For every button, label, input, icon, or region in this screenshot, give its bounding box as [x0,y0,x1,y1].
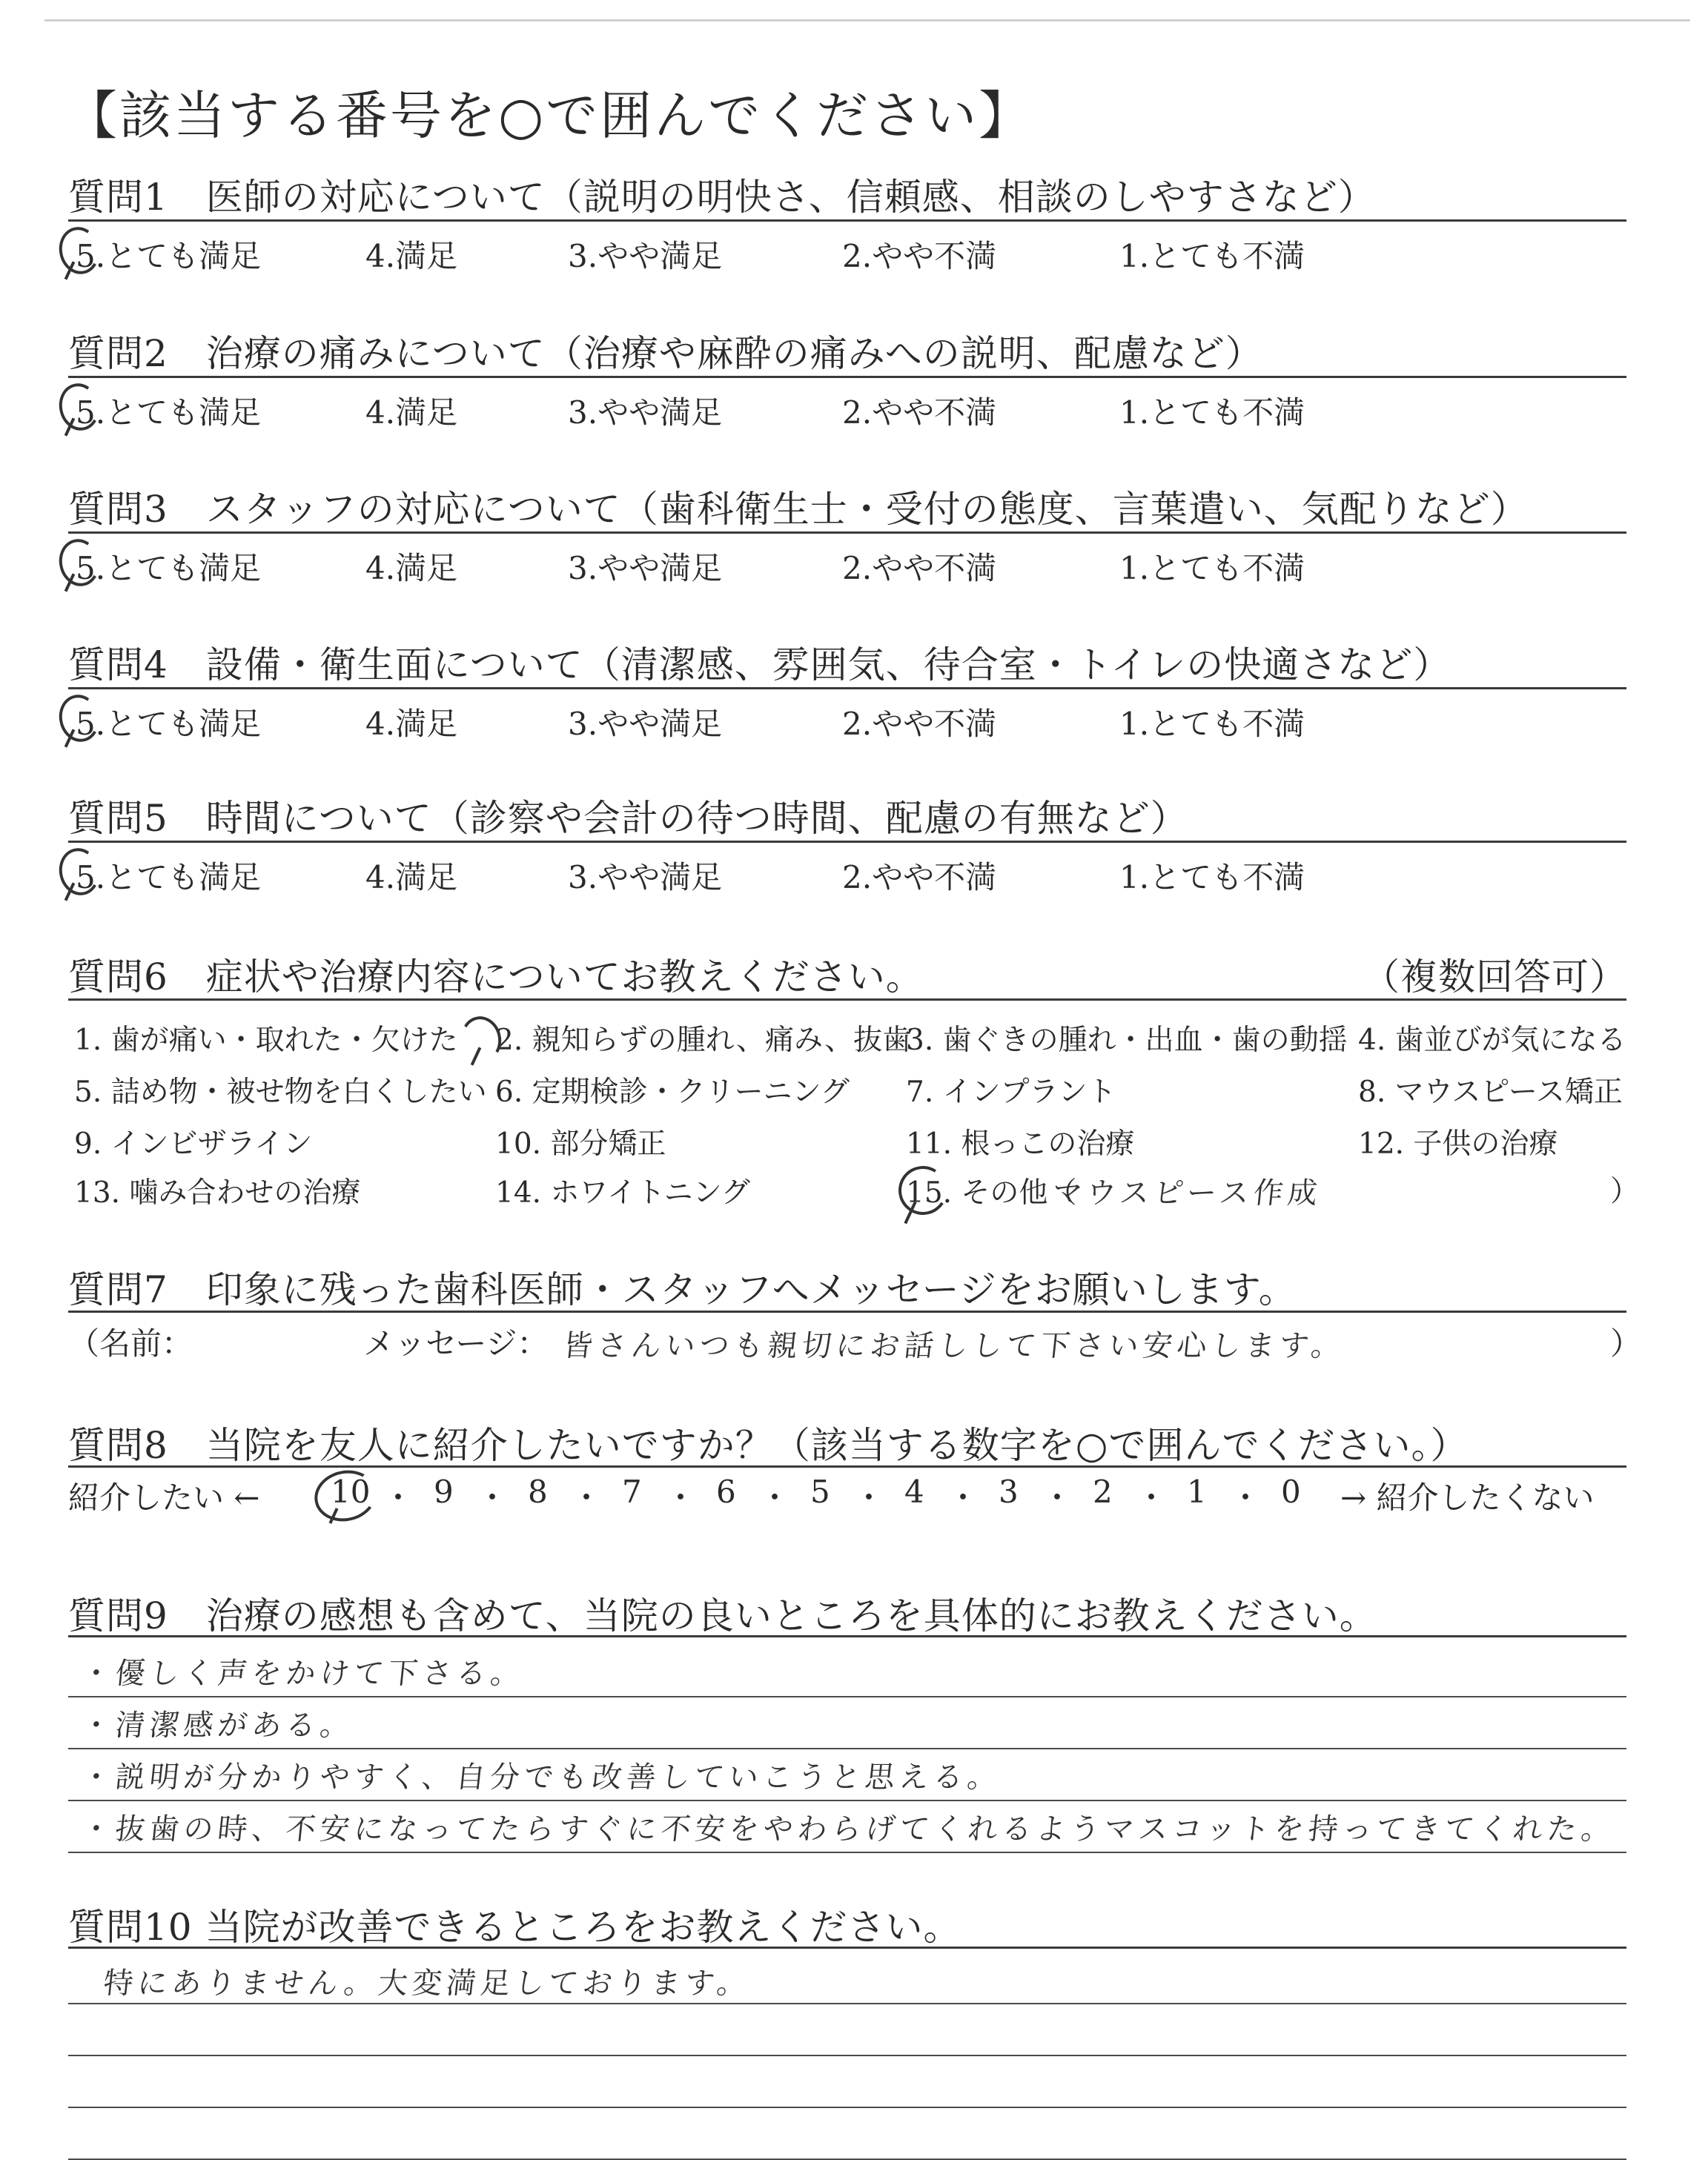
q8-rule [68,1465,1626,1468]
q6-other-text: マウスピース作成 [1050,1176,1324,1210]
q3-title: 質問3 スタッフの対応について（歯科衛生士・受付の態度、言葉遣い、気配りなど） [68,488,1529,531]
q7-message-label: メッセージ： [363,1325,549,1362]
q1-option-2: 2.やや不満 [842,238,997,274]
q7-close: ） [1610,1325,1642,1362]
q4-option-4: 4.満足 [365,706,458,742]
q2-rule [68,376,1626,378]
q6-option-14: 14. ホワイトニング [495,1176,750,1210]
q4-option-5: 5.とても満足 [76,706,262,742]
q8-value-4: 4 [904,1474,924,1510]
q8-value-3: 3 [999,1474,1019,1510]
q6-other-close: ） [1610,1175,1640,1208]
q3-option-4: 4.満足 [365,550,458,586]
q8-value-5: 5 [810,1474,830,1510]
q6-rule [68,998,1626,1001]
q6-option-10: 10. 部分矯正 [495,1127,666,1161]
q2-option-2: 2.やや不満 [842,394,997,431]
q6-option-5: 5. 詰め物・被せ物を白くしたい [74,1076,487,1109]
q4-option-1: 1.とても不満 [1119,706,1305,742]
q10-answer-rule [68,2055,1626,2056]
q3-option-5: 5.とても満足 [76,550,262,586]
q8-separator: ・ [1042,1480,1073,1516]
q1-option-3: 3.やや満足 [568,238,723,274]
q7-rule [68,1311,1626,1313]
q8-separator: ・ [1136,1480,1168,1516]
q8-separator: ・ [853,1480,885,1516]
q8-value-7: 7 [622,1474,642,1510]
q7-name-label: （名前： [68,1325,193,1362]
q1-title: 質問1 医師の対応について（説明の明快さ、信頼感、相談のしやすさなど） [68,176,1376,219]
q1-rule [68,219,1626,222]
q10-answer-1: 特にありません。大変満足しております。 [102,1967,753,2001]
q2-option-3: 3.やや満足 [568,394,723,431]
q10-rule [68,1947,1626,1949]
q9-answer-4: ・抜歯の時、不安になってたらすぐに不安をやわらげてくれるようマスコットを持ってきてくれた。 [79,1812,1618,1846]
q9-answer-2: ・清潔感がある。 [79,1709,357,1743]
q6-option-6: 6. 定期検診・クリーニング [495,1076,850,1109]
q8-separator: ・ [1230,1480,1262,1516]
q9-title: 質問9 治療の感想も含めて、当院の良いところを具体的にお教えください。 [68,1594,1377,1637]
q2-title: 質問2 治療の痛みについて（治療や麻酔の痛みへの説明、配慮など） [68,332,1263,375]
q7-title: 質問7 印象に残った歯科医師・スタッフへメッセージをお願いします。 [68,1268,1297,1311]
q6-option-13: 13. 噛み合わせの治療 [74,1176,361,1210]
q6-option-9: 9. インビザライン [74,1127,313,1161]
page-header: 【該当する番号を○で囲んでください】 [65,85,1033,146]
q10-title: 質問10 当院が改善できるところをお教えください。 [68,1906,961,1949]
q6-option-1: 1. 歯が痛い・取れた・欠けた [74,1024,458,1057]
q8-value-10: 10 [331,1474,371,1510]
q8-left-label: 紹介したい ← [68,1480,260,1516]
q6-option-7: 7. インプラント [906,1076,1116,1109]
q8-value-1: 1 [1187,1474,1207,1510]
q5-title: 質問5 時間について（診察や会計の待つ時間、配慮の有無など） [68,797,1188,840]
q3-option-1: 1.とても不満 [1119,550,1305,586]
q8-separator: ・ [383,1480,414,1516]
q4-title: 質問4 設備・衛生面について（清潔感、雰囲気、待合室・トイレの快適さなど） [68,643,1452,686]
q9-answer-3: ・説明が分かりやすく、自分でも改善していこうと思える。 [79,1760,1004,1795]
q7-message: 皆さんいつも親切にお話しして下さい安心します。 [561,1329,1347,1363]
q5-option-1: 1.とても不満 [1119,859,1305,895]
q2-option-1: 1.とても不満 [1119,394,1305,431]
q10-answer-rule [68,2107,1626,2108]
q4-option-3: 3.やや満足 [568,706,723,742]
q6-option-8: 8. マウスピース矯正 [1358,1076,1623,1109]
q6-option-12: 12. 子供の治療 [1358,1127,1558,1161]
q8-separator: ・ [759,1480,791,1516]
q8-value-0: 0 [1281,1474,1301,1510]
q2-option-5: 5.とても満足 [76,394,262,431]
q9-rule [68,1635,1626,1637]
q8-mark-10 [310,1465,381,1527]
q8-separator: ・ [665,1480,697,1516]
q6-option-2: 2. 親知らずの腫れ、痛み、抜歯 [495,1024,912,1057]
q2-option-4: 4.満足 [365,394,458,431]
q8-separator: ・ [947,1480,979,1516]
q1-option-1: 1.とても不満 [1119,238,1305,274]
q1-option-5: 5.とても満足 [76,238,262,274]
q1-option-4: 4.満足 [365,238,458,274]
q8-value-2: 2 [1093,1474,1113,1510]
q5-option-5: 5.とても満足 [76,859,262,895]
q3-option-2: 2.やや不満 [842,550,997,586]
q9-answer-1: ・優しく声をかけて下さる。 [79,1657,527,1691]
q8-value-9: 9 [434,1474,454,1510]
q5-option-4: 4.満足 [365,859,458,895]
q6-option-11: 11. 根っこの治療 [906,1127,1135,1161]
q8-title: 質問8 当院を友人に紹介したいですか？（該当する数字を○で囲んでください。） [68,1424,1469,1467]
q9-answer-rule [68,1852,1626,1853]
q6-title: 質問6 症状や治療内容についてお教えください。 [68,955,924,998]
q6-note: （複数回答可） [1363,955,1627,998]
q6-option-3: 3. 歯ぐきの腫れ・出血・歯の動揺 [906,1024,1348,1057]
q10-answer-rule [68,2003,1626,2004]
q6-option-4: 4. 歯並びが気になる [1358,1024,1626,1057]
q8-separator: ・ [477,1480,509,1516]
q5-rule [68,841,1626,843]
q8-value-8: 8 [528,1474,548,1510]
q5-option-3: 3.やや満足 [568,859,723,895]
q3-option-3: 3.やや満足 [568,550,723,586]
q5-option-2: 2.やや不満 [842,859,997,895]
scan-edge-line [44,19,1690,21]
q4-option-2: 2.やや不満 [842,706,997,742]
q3-rule [68,531,1626,534]
q9-answer-rule [68,1800,1626,1801]
q9-answer-rule [68,1696,1626,1697]
q6-option-15: 15. その他（ [906,1176,1077,1210]
q8-value-6: 6 [716,1474,736,1510]
q8-separator: ・ [571,1480,603,1516]
q8-right-label: → 紹介したくない [1340,1480,1595,1516]
q4-rule [68,687,1626,689]
q9-answer-rule [68,1748,1626,1749]
